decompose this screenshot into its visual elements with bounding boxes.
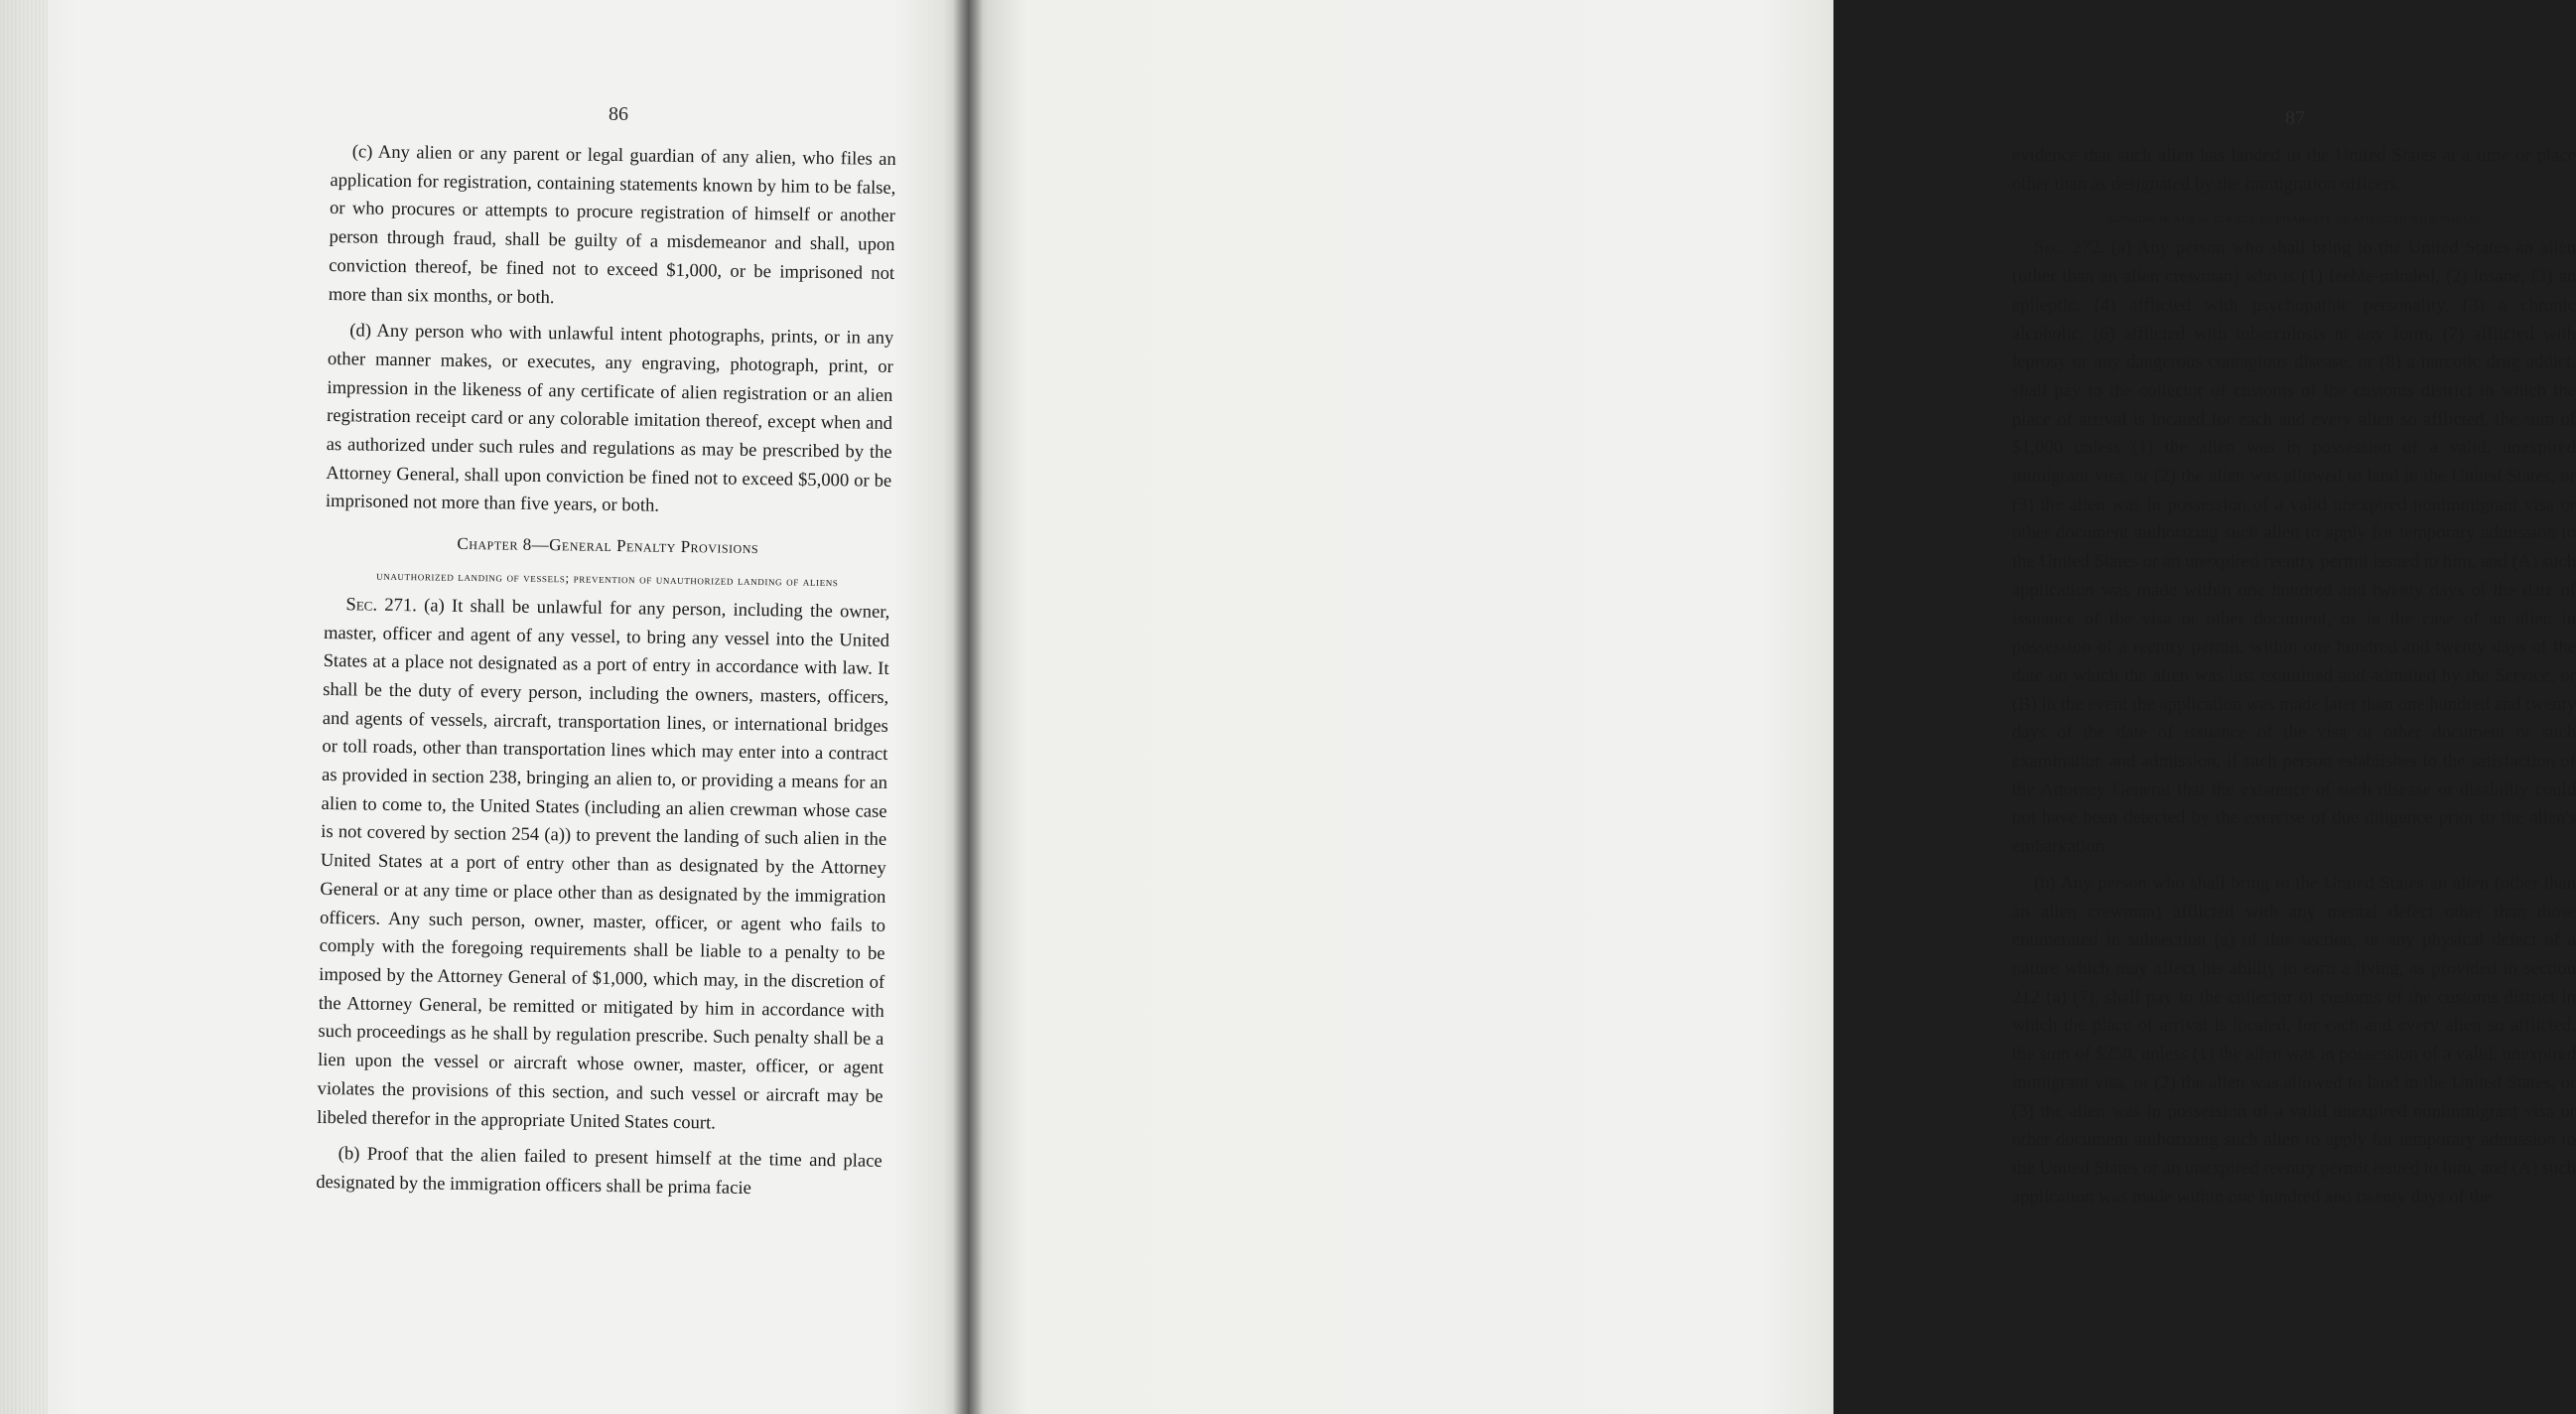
section-272-b: (b) Any person who shall bring to the United States an alien (other than an alien crewman) afflicted with any mental defect other than those enumerated in subsection (a) of this section, or any physical defect of a nature which may affect his ability to earn a living, as provided in section 212 (a) (7), shall pay to the collector of customs of the customs district in which the place of arrival is located, for each and every alien so afflicted, the sum of $250, unless (1) the alien was in possession of a valid, unexpired immigrant visa, or (2) the alien was allowed to land in the United States, or (3) the alien was in possession of a valid unexpired nonimmigrant visa or other document authorizing such alien to apply for temporary admission to the United States or an unexpired reentry permit issued to him, and (A) such application was made within one hundred and twenty days of the <box>2012 872 2576 1207</box>
page-edge-stack <box>0 0 48 1414</box>
paragraph-c: (c) Any alien or any parent or legal guardian of any alien, who files an application for registration, containing statements known by him to be false, or who procures or attempts to procure registration of himself or another person through fraud, shall be guilty of a misdemeanor and shall, upon conviction thereof, be fined not to exceed $1,000, or be imprisoned not more than six months, or both. <box>328 141 896 308</box>
right-page <box>968 0 2576 1414</box>
section-272-a-text: (a) Any person who shall bring to the United States an alien (other than an alien crewman) who is (1) feeble-minded, (2) insane, (3) an epileptic, (4) afflicted with psychopathic personality, (3) a chronic alcoholic, (6) afflicted with tuberculosis in any form, (7) afflicted with leprosy or any dangerous contagious disease, or (8) a narcotic drug addict, shall pay to the collector of customs of the customs district in which the place of arrival is located for each and every alien so afflicted, the sum of $1,000 unless (1) the alien was in possession of a valid, unexpired immigrant visa, or (2) the alien was allowed to land in the United States, or (3) the alien was in possession of a valid unexpired nonimmigrant visa or other document authorizing such alien to apply for temporary admission to the United States or an unexpired reentry permit issued to him, and (A) such application was made within one hundred and twenty days of the date of issuance of the visa or other document, or in the case of an alien in possession of a reentry permit, within one hundred and twenty days of the date on which the alien was last examined and admitted by the Service, or (B) in the event the application was made later than one hundred and twenty days of the date of issuance of the visa or other document or such examination and admission, if such person establishes to the satisfaction of the Attorney General that the existence of such disease or disability could not have been detected by the exercise of due diligence prior to the alien's embarkation. <box>2012 237 2576 858</box>
section-271-a <box>317 591 890 1140</box>
paragraph-d: (d) Any person who with unlawful intent photographs, prints, or in any other manner makes, or executes, any engraving, photograph, print, or impression in the likeness of any certificate of alien registration or an alien registration receipt card or any colorable imitation thereof, except when and as authorized under such rules and regulations as may be prescribed by the Attorney General, shall upon conviction be fined not to exceed $5,000 or be imprisoned not more than five years, or both. <box>325 320 894 517</box>
section-271-a-text: (a) It shall be unlawful for any person, including the owner, master, officer and agent of any vessel, to bring any vessel into the United States at a place not designated as a port of entry in accordance with law. It shall be the duty of every person, including the owners, masters, officers, and agents of vessels, aircraft, transportation lines, or international bridges or toll roads, other than transportation lines which may enter into a contract as provided in section 238, bringing an alien to, or providing a means for an alien to come to, the United States (including an alien crewman whose case is not covered by section 254 (a)) to prevent the landing of such alien in the United States at a port of entry other than as designated by the Attorney General or at any time or place other than as designated by the immigration officers. Any such person, owner, master, officer, or agent who fails to comply with the foregoing requirements shall be liable to a penalty to be imposed by the Attorney General of $1,000, which may, in the discretion of the Attorney General, be remitted or mitigated by him in accordance with such proceedings as he shall by regulation prescribe. Such penalty shall be a lien upon the vessel or aircraft whose owner, master, officer, or agent violates the provisions of this section, and such vessel or aircraft may be libeled therefor in the appropriate United States court. <box>317 595 890 1134</box>
section-heading-272: bringing in aliens subject to disability or afflicted with disease <box>2107 212 2481 226</box>
book-gutter <box>953 0 983 1414</box>
page-number-right: 87 <box>2285 107 2305 129</box>
section-label-272: Sec. 272. <box>2034 237 2104 259</box>
chapter-heading: Chapter 8—General Penalty Provisions <box>457 533 759 558</box>
left-page <box>0 0 968 1414</box>
right-page-text <box>2012 142 2576 1219</box>
section-label-271: Sec. 271. <box>345 594 417 617</box>
section-271-b: (b) Proof that the alien failed to present himself at the time and place designated by the immigration officers shall be prima facie <box>316 1143 882 1199</box>
left-page-text <box>316 138 896 1212</box>
section-heading-271: unauthorized landing of vessels; prevention of unauthorized landing of aliens <box>376 567 839 590</box>
section-272-a <box>2012 234 2576 861</box>
continued-paragraph: evidence that such alien has landed in the United States at a time or place other than as designated by the immigration officers. <box>2012 145 2576 195</box>
page-number-left: 86 <box>609 103 628 125</box>
